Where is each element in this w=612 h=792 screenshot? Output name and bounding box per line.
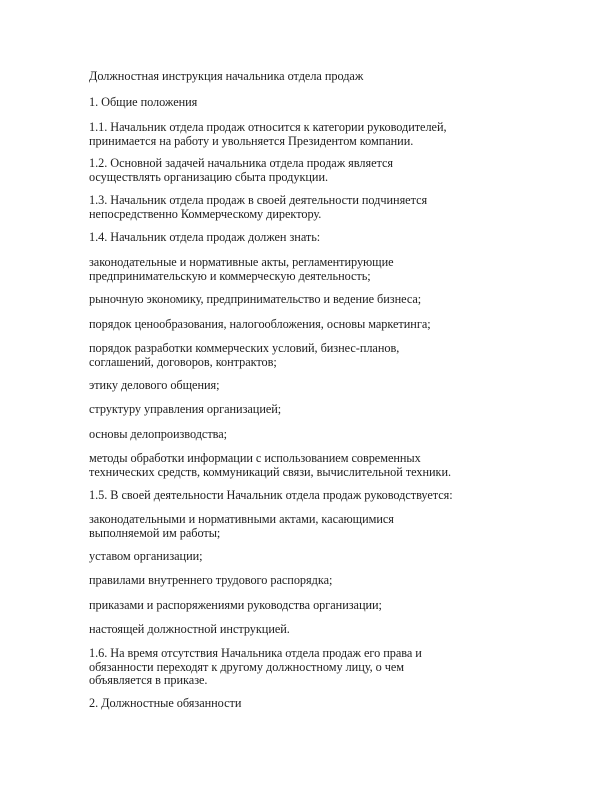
list-item: рыночную экономику, предпринимательство и ведение бизнеса; [89, 292, 422, 306]
list-item: настоящей должностной инструкцией. [89, 622, 290, 636]
list-item: правилами внутреннего трудового распорядка; [89, 573, 333, 587]
list-item: этику делового общения; [89, 378, 220, 392]
list-item: приказами и распоряжениями руководства организации; [89, 598, 382, 612]
list-item: порядок ценообразования, налогообложения, основы маркетинга; [89, 317, 431, 331]
list-item: уставом организации; [89, 549, 203, 563]
document-title: Должностная инструкция начальника отдела продаж [89, 69, 364, 83]
paragraph-1-5: 1.5. В своей деятельности Начальник отдела продаж руководствуется: [89, 488, 453, 502]
list-item: основы делопроизводства; [89, 427, 228, 441]
list-item: порядок разработки коммерческих условий, бизнес-планов, соглашений, договоров, контрактов; [89, 341, 400, 369]
section-heading-duties: 2. Должностные обязанности [89, 696, 242, 710]
paragraph-1-4: 1.4. Начальник отдела продаж должен знать: [89, 230, 321, 244]
section-heading-general: 1. Общие положения [89, 95, 198, 109]
paragraph-1-3: 1.3. Начальник отдела продаж в своей деятельности подчиняется непосредственно Коммерческому директору. [89, 193, 428, 221]
list-item: законодательными и нормативными актами, касающимися выполняемой им работы; [89, 512, 394, 540]
paragraph-1-6: 1.6. На время отсутствия Начальника отдела продаж его права и обязанности переходят к другому должностному лицу, о чем объявляется в приказе. [89, 646, 422, 688]
paragraph-1-1: 1.1. Начальник отдела продаж относится к категории руководителей, принимается на работу и увольняется Президентом компании. [89, 120, 447, 148]
list-item: структуру управления организацией; [89, 402, 282, 416]
list-item: законодательные и нормативные акты, регламентирующие предпринимательскую и коммерческую деятельность; [89, 255, 394, 283]
paragraph-1-2: 1.2. Основной задачей начальника отдела продаж является осуществлять организацию сбыта продукции. [89, 156, 393, 184]
list-item: методы обработки информации с использованием современных технических средств, коммуникаций связи, вычислительной техники. [89, 451, 452, 479]
